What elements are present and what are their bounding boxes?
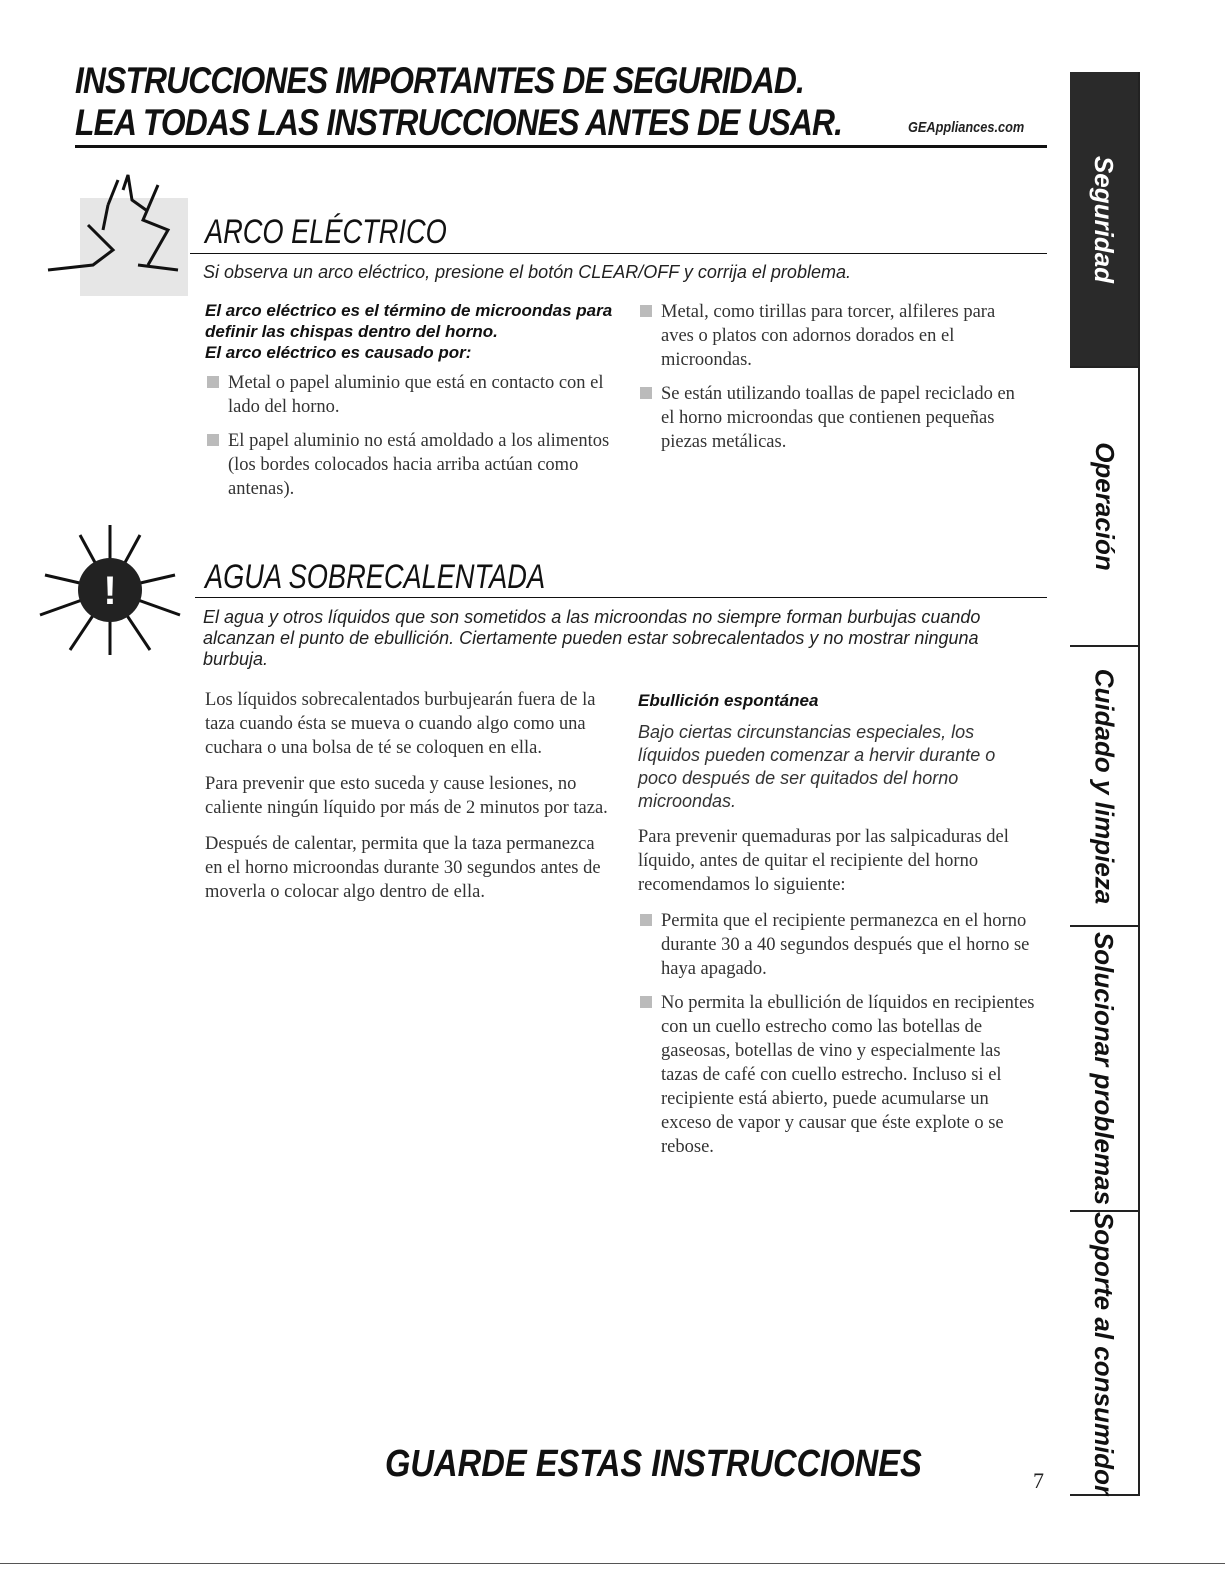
tab-soporte-consumidor[interactable]: Soporte al consumidor xyxy=(1070,1212,1140,1496)
right-para: Para prevenir quemaduras por las salpicaduras del líquido, antes de quitar el recipiente del horno recomendamos lo siguiente: xyxy=(638,827,1009,895)
list-item: Permita que el recipiente permanezca en el horno durante 30 a 40 segundos después que el horno se haya apagado. xyxy=(638,909,1038,981)
right-heading: Ebullición espontánea xyxy=(638,691,819,710)
boiling-warning-icon xyxy=(25,520,195,660)
page-number: 7 xyxy=(1033,1468,1044,1493)
svg-text:!: ! xyxy=(103,569,117,613)
footer-title: GUARDE ESTAS INSTRUCCIONES xyxy=(385,1443,922,1485)
water-intro: El agua y otros líquidos que son sometidos a las microondas no siempre forman burbujas cuando alcanzan el punto de ebullición. Ciertamente pueden estar sobrecalentados y no mostrar ninguna burbuja. xyxy=(203,607,981,669)
list-item: Metal o papel aluminio que está en contacto con el lado del horno. xyxy=(205,371,615,419)
water-rule xyxy=(195,597,1047,598)
paragraph: Para prevenir que esto suceda y cause lesiones, no caliente ningún líquido por más de 2 minutos por taza. xyxy=(205,774,608,818)
tab-cuidado-limpieza[interactable]: Cuidado y limpieza xyxy=(1070,647,1140,927)
list-item: Se están utilizando toallas de papel reciclado en el horno microondas que contienen pequeñas piezas metálicas. xyxy=(638,382,1028,454)
arc-sub1: El arco eléctrico es el término de microondas para definir las chispas dentro del horno. xyxy=(205,301,613,341)
arc-title: ARCO ELÉCTRICO xyxy=(205,213,447,251)
arc-intro: Si observa un arco eléctrico, presione el botón CLEAR/OFF y corrija el problema. xyxy=(203,262,851,282)
arc-sub2: El arco eléctrico es causado por: xyxy=(205,343,472,362)
header-line2: LEA TODAS LAS INSTRUCCIONES ANTES DE USAR. xyxy=(75,102,843,143)
paragraph: Después de calentar, permita que la taza permanezca en el horno microondas durante 30 segundos antes de moverla o colocar algo dentro de ella. xyxy=(205,834,601,902)
right-italic: Bajo ciertas circunstancias especiales, los líquidos pueden comenzar a hervir durante o poco después de ser quitados del horno microondas. xyxy=(638,722,996,811)
site-link[interactable]: GEAppliances.com xyxy=(908,119,1025,136)
arc-rule xyxy=(190,253,1047,254)
header-rule xyxy=(75,145,1047,148)
tab-solucionar-problemas[interactable]: Solucionar problemas xyxy=(1070,927,1140,1212)
electric-arc-icon xyxy=(28,170,188,305)
list-item: El papel aluminio no está amoldado a los alimentos (los bordes colocados hacia arriba actúan como antenas). xyxy=(205,429,615,501)
water-title: AGUA SOBRECALENTADA xyxy=(205,558,546,596)
list-item: Metal, como tirillas para torcer, alfileres para aves o platos con adornos dorados en el microondas. xyxy=(638,300,1028,372)
water-left-column xyxy=(205,688,610,916)
tab-seguridad[interactable]: Seguridad xyxy=(1070,72,1140,368)
header-line1: INSTRUCCIONES IMPORTANTES DE SEGURIDAD. xyxy=(75,60,805,101)
bottom-rule xyxy=(0,1563,1225,1564)
water-right-column xyxy=(638,690,1038,1169)
list-item: No permita la ebullición de líquidos en recipientes con un cuello estrecho como las botellas de gaseosas, botellas de vino y especialmente las tazas de café con cuello estrecho. Incluso si el recipiente está abierto, puede acumularse un exceso de vapor y causar que éste explote o se rebose. xyxy=(638,991,1038,1159)
tab-operacion[interactable]: Operación xyxy=(1070,368,1140,647)
paragraph: Los líquidos sobrecalentados burbujearán fuera de la taza cuando ésta se mueva o cuando algo como una cuchara o una bolsa de té se coloquen en ella. xyxy=(205,690,596,758)
